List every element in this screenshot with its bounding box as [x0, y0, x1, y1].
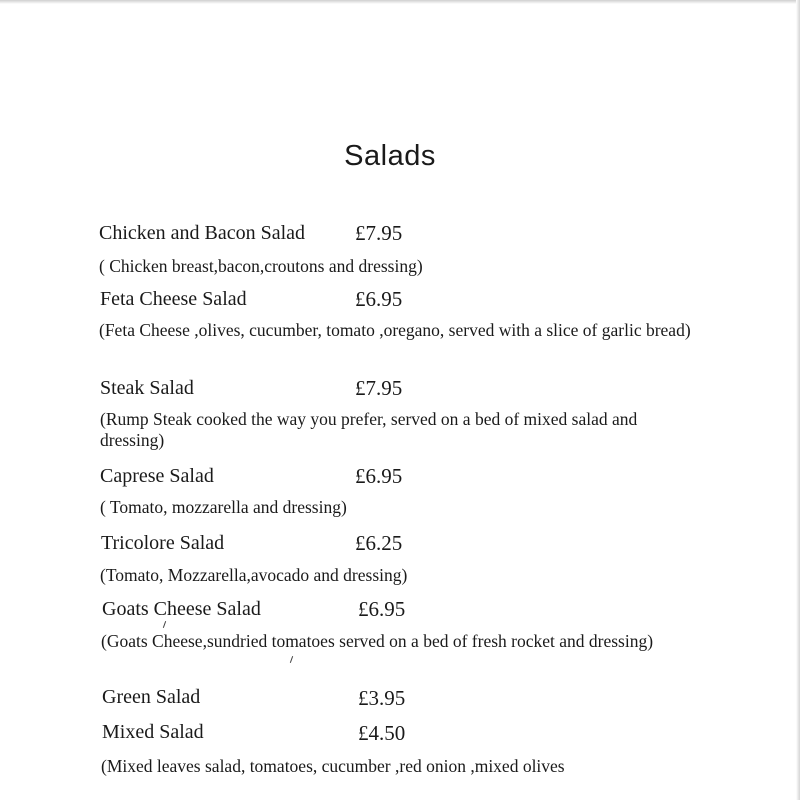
menu-item-price: £6.95 — [355, 287, 403, 311]
menu-item-price: £6.95 — [355, 464, 403, 488]
page-title: Salads — [344, 140, 436, 172]
menu-item-description: (Tomato, Mozzarella,avocado and dressing) — [100, 565, 408, 585]
menu-item-description: (Mixed leaves salad, tomatoes, cucumber ,red onion ,mixed olives — [101, 756, 565, 776]
menu-item-name: Goats Cheese Salad — [102, 598, 261, 620]
menu-item-name: Mixed Salad — [102, 721, 204, 743]
scan-mark — [163, 621, 166, 628]
menu-item-name: Tricolore Salad — [101, 532, 225, 554]
menu-item-price: £6.25 — [355, 531, 403, 555]
menu-item-price: £4.50 — [358, 721, 406, 745]
scan-edge-right — [796, 0, 800, 800]
menu-item-description: ( Chicken breast,bacon,croutons and dressing) — [99, 256, 423, 276]
scan-mark — [290, 656, 293, 663]
menu-item-description: ( Tomato, mozzarella and dressing) — [100, 497, 347, 517]
menu-item-name: Feta Cheese Salad — [100, 288, 247, 310]
menu-item-name: Green Salad — [102, 686, 201, 708]
menu-item-price: £7.95 — [355, 376, 403, 400]
menu-item-name: Caprese Salad — [100, 465, 214, 487]
menu-item-name: Chicken and Bacon Salad — [99, 222, 306, 244]
menu-item-description: (Goats Cheese,sundried tomatoes served on a bed of fresh rocket and dressing) — [101, 631, 654, 651]
menu-item-description: (Rump Steak cooked the way you prefer, served on a bed of mixed salad and dressing) — [100, 409, 638, 450]
scan-edge-top — [0, 0, 800, 4]
menu-item-price: £6.95 — [358, 597, 406, 621]
menu-item-price: £3.95 — [358, 686, 406, 710]
menu-item-price: £7.95 — [355, 221, 403, 245]
menu-item-name: Steak Salad — [100, 377, 194, 399]
menu-item-description: (Feta Cheese ,olives, cucumber, tomato ,oregano, served with a slice of garlic bread) — [99, 320, 691, 340]
